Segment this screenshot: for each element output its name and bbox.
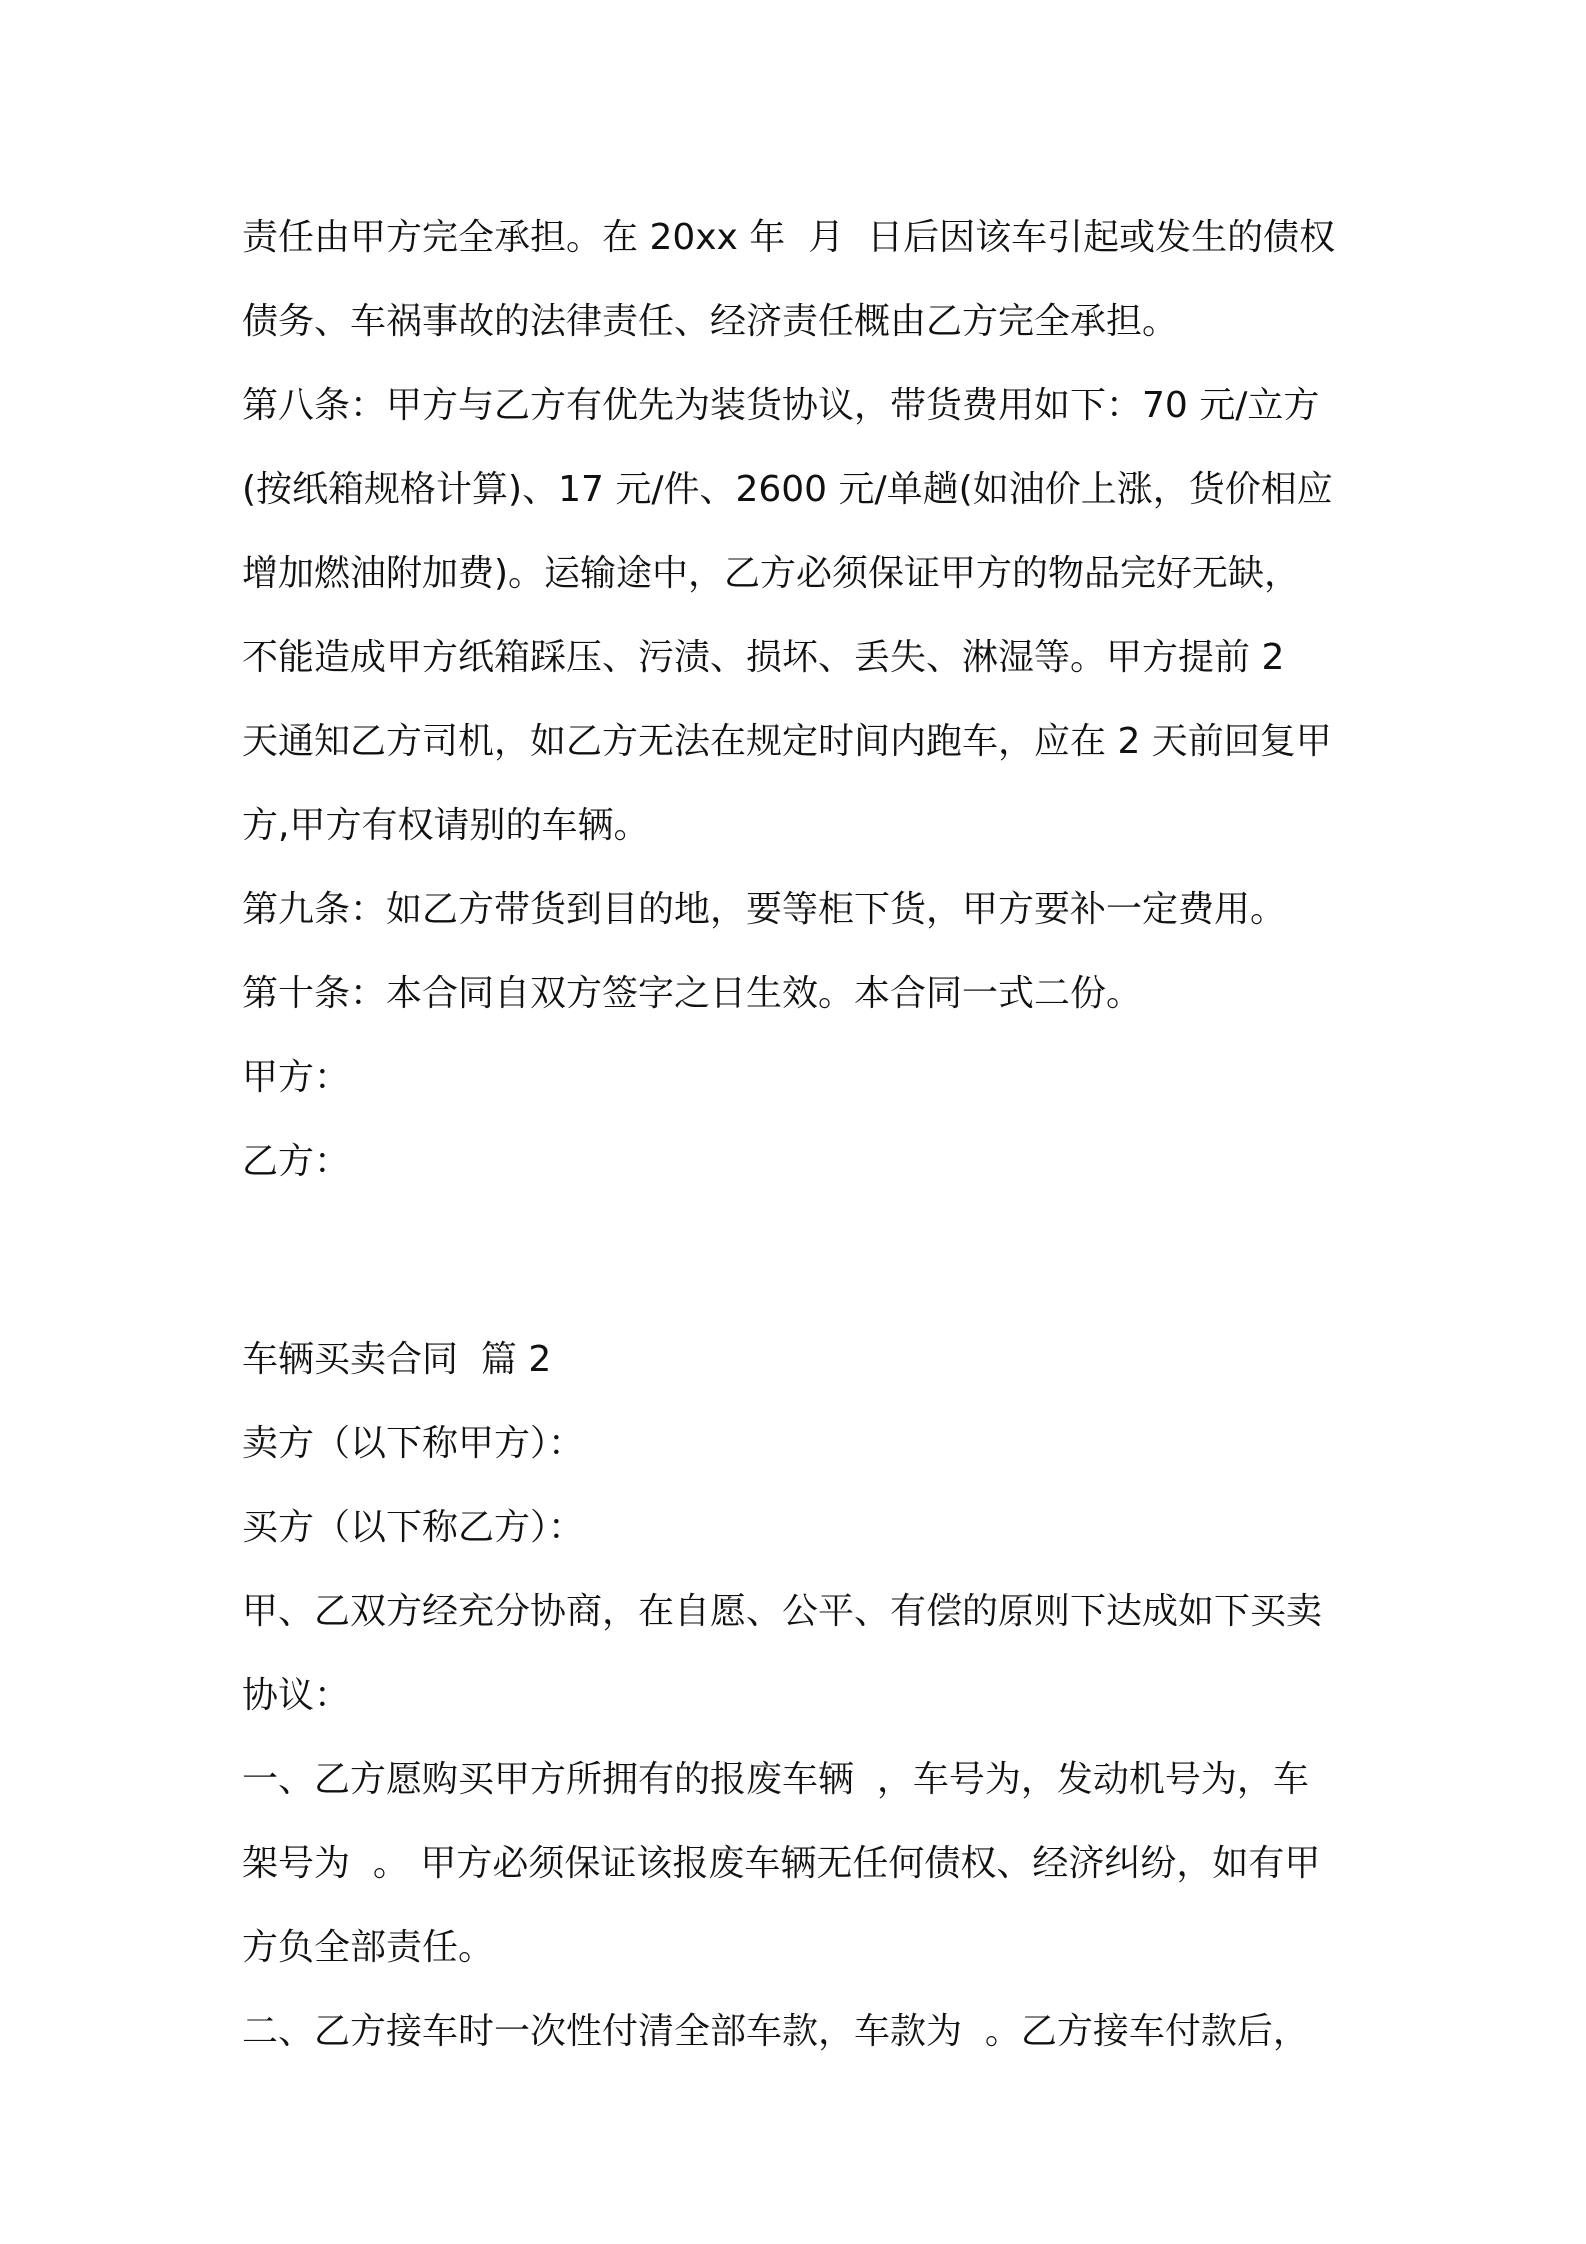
text-line: 甲、乙双方经充分协商，在自愿、公平、有偿的原则下达成如下买卖 <box>242 1591 1323 1632</box>
party-a-signature-label: 甲方： <box>242 1057 351 1098</box>
contract-section-1 <box>242 196 1362 1204</box>
buyer-label: 买方（以下称乙方）： <box>242 1507 585 1548</box>
text-line: 协议： <box>242 1675 351 1716</box>
article-10-line: 第十条：本合同自双方签字之日生效。本合同一式二份。 <box>242 973 1143 1014</box>
text-line: 不能造成甲方纸箱踩压、污渍、损坏、丢失、淋湿等。甲方提前 2 <box>242 637 1285 678</box>
section-title: 车辆买卖合同 篇 2 <box>242 1339 552 1380</box>
contract-section-2 <box>242 1318 1362 2074</box>
text-line: 方,甲方有权请别的车辆。 <box>242 805 650 846</box>
seller-label: 卖方（以下称甲方）： <box>242 1423 585 1464</box>
document-page <box>242 196 1362 2074</box>
text-line: 天通知乙方司机，如乙方无法在规定时间内跑车，应在 2 天前回复甲 <box>242 721 1332 762</box>
text-line: 增加燃油附加费)。运输途中，乙方必须保证甲方的物品完好无缺， <box>242 553 1301 594</box>
article-9-line: 第九条：如乙方带货到目的地，要等柜下货，甲方要补一定费用。 <box>242 889 1287 930</box>
text-line: 责任由甲方完全承担。在 20xx 年 月 日后因该车引起或发生的债权 <box>242 217 1336 258</box>
text-line: (按纸箱规格计算)、17 元/件、2600 元/单趟(如油价上涨，货价相应 <box>242 469 1333 510</box>
party-b-signature-label: 乙方： <box>242 1141 351 1182</box>
clause-1-line: 一、乙方愿购买甲方所拥有的报废车辆 ，车号为，发动机号为，车 <box>242 1759 1309 1800</box>
clause-2-line: 二、乙方接车时一次性付清全部车款，车款为 。乙方接车付款后， <box>242 2011 1309 2052</box>
text-line: 架号为 。 甲方必须保证该报废车辆无任何债权、经济纠纷，如有甲 <box>242 1843 1321 1884</box>
article-8-line: 第八条：甲方与乙方有优先为装货协议，带货费用如下：70 元/立方 <box>242 385 1320 426</box>
section-spacer <box>242 1204 1362 1318</box>
text-line: 方负全部责任。 <box>242 1927 495 1968</box>
text-line: 债务、车祸事故的法律责任、经济责任概由乙方完全承担。 <box>242 301 1179 342</box>
